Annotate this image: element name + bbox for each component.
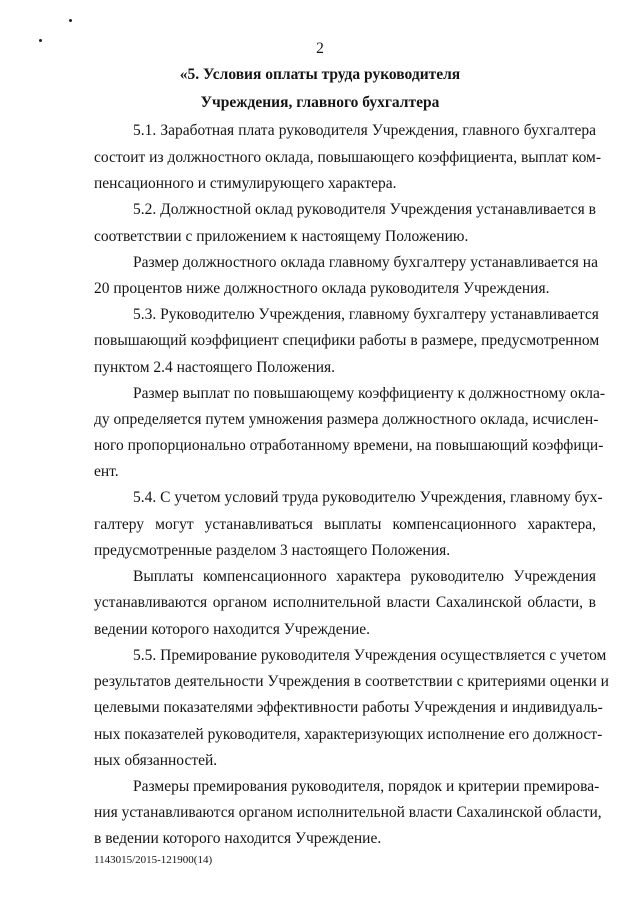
body-line: пунктом 2.4 настоящего Положения. (94, 359, 336, 376)
body-line: 5.1. Заработная плата руководителя Учреждения, главного бухгалтера (133, 122, 596, 139)
body-line: ния устанавливаются органом исполнительной власти Сахалинской области, (94, 804, 602, 821)
scan-speck (69, 19, 72, 22)
body-line: ного пропорционально отработанному времени, на повышающий коэффици- (94, 437, 604, 454)
body-line: 5.2. Должностной оклад руководителя Учреждения устанавливается в (133, 201, 596, 218)
document-code: 1143015/2015-121900(14) (94, 854, 213, 866)
body-line: ных обязанностей. (94, 752, 218, 769)
body-line: устанавливаются органом исполнительной власти Сахалинской области, в (94, 594, 596, 611)
body-line: предусмотренные разделом 3 настоящего Положения. (94, 542, 451, 559)
body-line: 5.4. С учетом условий труда руководителю Учреждения, главному бух- (133, 489, 603, 506)
body-line: 5.5. Премирование руководителя Учреждения осуществляется с учетом (133, 647, 607, 664)
body-line: ных показателей руководителя, характеризующих исполнение его должност- (94, 726, 603, 743)
body-line: 20 процентов ниже должностного оклада руководителя Учреждения. (94, 280, 550, 297)
body-line: галтеру могут устанавливаться выплаты компенсационного характера, (94, 516, 596, 533)
body-line: Размеры премирования руководителя, порядок и критерии премирова- (133, 778, 600, 795)
body-line: целевыми показателями эффективности работы Учреждения и индивидуаль- (94, 699, 603, 716)
body-line: пенсационного и стимулирующего характера. (94, 175, 397, 192)
body-line: Размер должностного оклада главному бухгалтеру устанавливается на (133, 254, 598, 271)
body-line: Выплаты компенсационного характера руководителю Учреждения (133, 568, 596, 585)
body-line: 5.3. Руководителю Учреждения, главному бухгалтеру устанавливается (133, 306, 599, 323)
page-number: 2 (316, 40, 324, 57)
body-line: ент. (94, 463, 119, 480)
section-heading-line-2: Учреждения, главного бухгалтера (200, 94, 440, 111)
body-line: ведении которого находится Учреждение. (94, 621, 371, 638)
body-line: ду определяется путем умножения размера должностного оклада, исчислен- (94, 411, 599, 428)
body-line: Размер выплат по повышающему коэффициенту к должностному окла- (133, 385, 606, 402)
body-line: соответствии с приложением к настоящему Положению. (94, 228, 469, 245)
body-line: повышающий коэффициент специфики работы в размере, предусмотренном (94, 332, 600, 349)
body-line: в ведении которого находится Учреждение. (94, 830, 382, 847)
body-line: результатов деятельности Учреждения в соответствии с критериями оценки и (94, 673, 609, 690)
section-heading-line-1: «5. Условия оплаты труда руководителя (179, 66, 461, 83)
body-line: состоит из должностного оклада, повышающего коэффициента, выплат ком- (94, 149, 601, 166)
